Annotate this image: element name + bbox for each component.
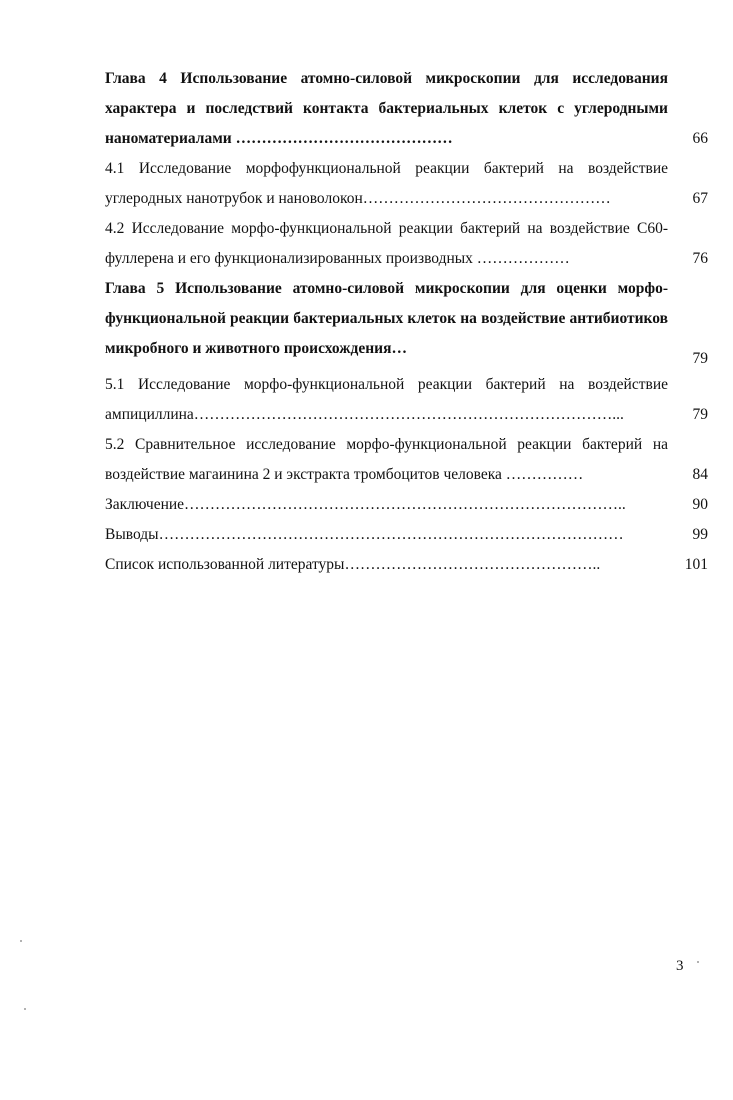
toc-entry-page: 66 (692, 130, 708, 147)
toc-entry-page: 84 (692, 466, 708, 483)
toc-entry-title: Выводы……………………………………………………………………………… (105, 526, 624, 543)
toc-entry-page: 101 (684, 556, 708, 573)
footer-page-number: 3 (676, 958, 684, 974)
toc-entry-section-5-1 (105, 370, 708, 430)
toc-entry-chapter-4 (105, 64, 708, 154)
toc-entry-page: 79 (692, 350, 708, 367)
toc-entry-section-4-2 (105, 214, 708, 274)
toc-entry-page: 79 (692, 406, 708, 423)
table-of-contents (105, 64, 708, 580)
toc-entry-title: Глава 5 Использование атомно-силовой микроскопии для оценки морфо-функциональной реакции бактериальных клеток на воздействие антибиотиков микробного и животного происхождения… (105, 280, 668, 357)
toc-entry-title: 4.2 Исследование морфо-функциональной реакции бактерий на воздействие С60-фуллерена и его функционализированных производных ……………… (105, 220, 668, 267)
toc-entry-page: 90 (692, 496, 708, 513)
toc-entry-title: 5.2 Сравнительное исследование морфо-функциональной реакции бактерий на воздействие магаинина 2 и экстракта тромбоцитов человека …………… (105, 436, 668, 483)
toc-entry-page: 76 (692, 250, 708, 267)
toc-entry-page: 67 (692, 190, 708, 207)
toc-entry-section-4-1 (105, 154, 708, 214)
scan-speck (24, 1008, 26, 1010)
toc-entry-title: 4.1 Исследование морфофункциональной реакции бактерий на воздействие углеродных нанотрубок и нановолокон………………………………………… (105, 160, 668, 207)
toc-entry-findings (105, 520, 708, 550)
toc-entry-title: Глава 4 Использование атомно-силовой микроскопии для исследования характера и последствий контакта бактериальных клеток с углеродными наноматериалами …………………………………… (105, 70, 668, 147)
toc-entry-title: 5.1 Исследование морфо-функциональной реакции бактерий на воздействие ампициллина………………………………………………………………………... (105, 376, 668, 423)
toc-entry-references (105, 550, 708, 580)
scan-speck (20, 940, 22, 942)
toc-entry-conclusion (105, 490, 708, 520)
scan-speck (697, 961, 699, 963)
toc-entry-section-5-2 (105, 430, 708, 490)
toc-entry-chapter-5 (105, 274, 708, 367)
toc-entry-page: 99 (692, 526, 708, 543)
toc-entry-title: Заключение………………………………………………………………………….. (105, 496, 626, 513)
toc-entry-title: Список использованной литературы………………………………………….. (105, 556, 601, 573)
